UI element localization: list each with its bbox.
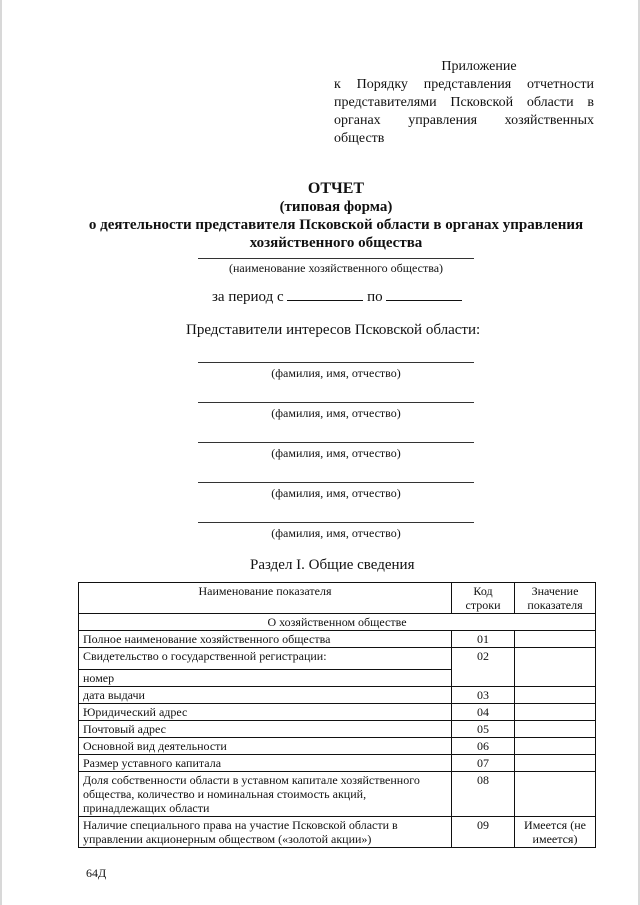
header-name: Наименование показателя <box>79 583 452 614</box>
row-code: 04 <box>452 704 515 721</box>
company-name-caption: (наименование хозяйственного общества) <box>228 261 444 275</box>
report-subtitle: (типовая форма) <box>279 199 393 215</box>
fio-line-5 <box>198 522 474 523</box>
row-name: дата выдачи <box>79 687 452 704</box>
appendix-title: Приложение <box>441 59 517 74</box>
row-name: Юридический адрес <box>79 704 452 721</box>
table-row <box>79 772 596 817</box>
report-heading: о деятельности представителя Псковской области в органах управления хозяйственного общества <box>88 217 584 251</box>
appendix-body: к Порядку представления отчетности представителями Псковской области в органах управления хозяйственных обществ <box>334 77 594 146</box>
row-code: 03 <box>452 687 515 704</box>
fio-line-2 <box>198 402 474 403</box>
group-label: О хозяйственном обществе <box>79 614 596 631</box>
table-row <box>79 687 596 704</box>
row-value <box>515 721 596 738</box>
header-code: Код строки <box>452 583 515 614</box>
table-row <box>79 738 596 755</box>
fio-caption-4: (фамилия, имя, отчество) <box>271 486 401 500</box>
fio-line-3 <box>198 442 474 443</box>
period-end-blank <box>386 288 462 301</box>
fio-caption-1: (фамилия, имя, отчество) <box>271 366 401 380</box>
row-code: 02 <box>452 648 515 687</box>
row-code: 07 <box>452 755 515 772</box>
row-value <box>515 648 596 687</box>
row-name: Почтовый адрес <box>79 721 452 738</box>
scan-edge-left <box>0 0 2 905</box>
page-number: 64Д <box>86 866 107 880</box>
row-code: 01 <box>452 631 515 648</box>
period-to: по <box>367 289 383 305</box>
period-line <box>212 288 462 306</box>
table-row <box>79 817 596 848</box>
row-name: номер <box>79 670 452 687</box>
row-value <box>515 704 596 721</box>
row-code: 06 <box>452 738 515 755</box>
fio-caption-5: (фамилия, имя, отчество) <box>271 526 401 540</box>
fio-caption-3: (фамилия, имя, отчество) <box>271 446 401 460</box>
period-prefix: за период с <box>212 289 284 305</box>
representatives-label: Представители интересов Псковской области: <box>186 322 481 338</box>
fio-line-4 <box>198 482 474 483</box>
row-value <box>515 631 596 648</box>
fio-line-1 <box>198 362 474 363</box>
row-code: 05 <box>452 721 515 738</box>
row-code: 09 <box>452 817 515 848</box>
row-name: Доля собственности области в уставном капитале хозяйственного общества, количество и номинальная стоимость акций, принадлежащих области <box>79 772 452 817</box>
company-name-line <box>198 258 474 259</box>
row-name: Свидетельство о государственной регистрации: <box>79 648 452 670</box>
table-row <box>79 648 596 670</box>
appendix-block <box>334 58 594 148</box>
section-title: Раздел I. Общие сведения <box>250 557 415 573</box>
report-title: ОТЧЕТ <box>307 180 365 197</box>
row-value <box>515 687 596 704</box>
period-start-blank <box>287 288 363 301</box>
general-info-table <box>78 582 596 848</box>
row-value <box>515 755 596 772</box>
row-name: Основной вид деятельности <box>79 738 452 755</box>
fio-caption-2: (фамилия, имя, отчество) <box>271 406 401 420</box>
row-code: 08 <box>452 772 515 817</box>
row-name: Наличие специального права на участие Псковской области в управлении акционерным обществом («золотой акции») <box>79 817 452 848</box>
table-row <box>79 704 596 721</box>
table-row <box>79 721 596 738</box>
row-name: Размер уставного капитала <box>79 755 452 772</box>
header-value: Значение показателя <box>515 583 596 614</box>
row-value: Имеется (не имеется) <box>515 817 596 848</box>
table-header-row <box>79 583 596 614</box>
row-name: Полное наименование хозяйственного общества <box>79 631 452 648</box>
table-group-row <box>79 614 596 631</box>
report-title-block <box>60 180 612 252</box>
row-value <box>515 772 596 817</box>
table-row <box>79 631 596 648</box>
table-row <box>79 755 596 772</box>
row-value <box>515 738 596 755</box>
